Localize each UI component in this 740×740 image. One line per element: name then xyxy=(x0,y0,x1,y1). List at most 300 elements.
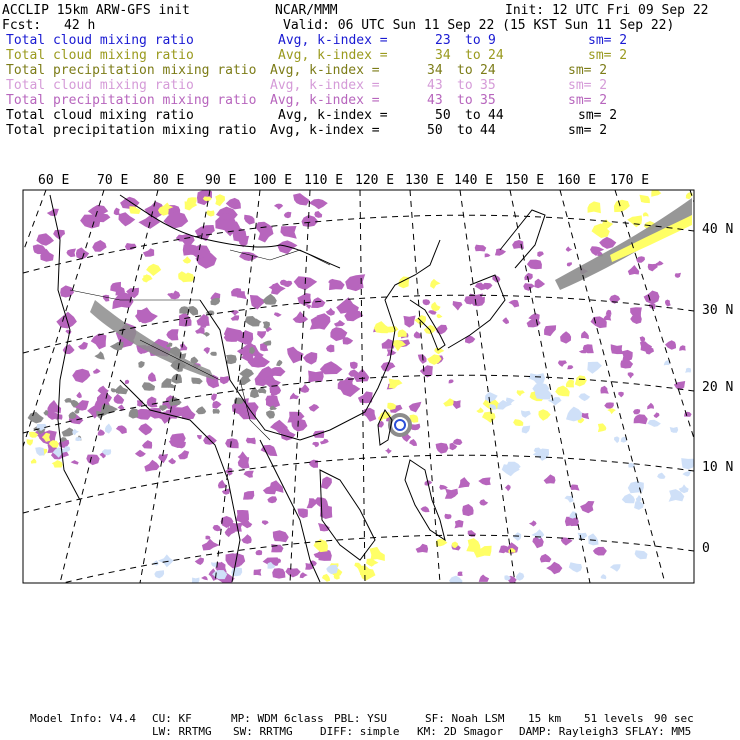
cloud-patch-purple xyxy=(409,439,417,446)
cloud-patch-purple xyxy=(66,249,76,258)
cloud-patch-purple xyxy=(36,233,54,246)
legend-smoothing: sm= 2 xyxy=(588,33,628,48)
cloud-patch-purple xyxy=(169,291,180,300)
legend-k-to: 44 xyxy=(480,123,496,138)
cloud-patch-purple xyxy=(274,312,282,317)
cloud-patch-purple xyxy=(273,530,289,542)
legend-avg-label: Avg, k-index = xyxy=(270,123,380,138)
forecast-label: Fcst: xyxy=(2,18,42,33)
cloud-patch-yellow xyxy=(322,574,330,582)
cloud-patch-purple xyxy=(509,300,520,308)
cloud-patch-purple xyxy=(244,215,255,225)
cloud-patch-purple xyxy=(285,568,300,578)
legend-to-word: to xyxy=(465,33,481,48)
cloud-patch-gray xyxy=(191,378,202,385)
lat-label-30n: 30 N xyxy=(702,303,734,318)
cloud-patch-yellow xyxy=(427,354,442,365)
cloud-patch-purple xyxy=(329,280,345,290)
cloud-patch-purple xyxy=(147,397,158,408)
footer-sw: SW: RRTMG xyxy=(233,725,293,738)
cloud-patch-purple xyxy=(618,392,624,398)
cloud-patch-lightblue xyxy=(685,368,691,373)
cloud-patch-purple xyxy=(238,457,250,469)
cloud-patch-lightblue xyxy=(601,574,607,579)
longitude-line xyxy=(460,190,515,583)
footer-levels: 51 levels xyxy=(584,712,644,725)
cloud-patch-purple xyxy=(640,341,652,351)
cloud-patch-yellow xyxy=(27,439,34,446)
cloud-patch-purple xyxy=(644,291,660,305)
legend-smoothing: sm= 2 xyxy=(568,93,608,108)
product-title: ACCLIP 15km ARW-GFS init xyxy=(2,3,190,18)
cloud-patch-purple xyxy=(257,331,266,339)
cloud-patch-purple xyxy=(71,460,79,465)
legend-avg-label: Avg, k-index = xyxy=(270,63,380,78)
legend-smoothing: sm= 2 xyxy=(568,78,608,93)
cloud-patch-purple xyxy=(455,520,464,529)
lon-label-80e: 80 E xyxy=(153,173,185,188)
cloud-patch-purple xyxy=(345,274,365,291)
cloud-patch-purple xyxy=(314,211,322,218)
cloud-patch-lightblue xyxy=(657,473,665,479)
cloud-patch-purple xyxy=(529,520,537,526)
cloud-patch-lightblue xyxy=(105,424,112,434)
cloud-patch-purple xyxy=(385,448,392,454)
cloud-patch-purple xyxy=(684,412,692,417)
cloud-patch-purple xyxy=(436,443,449,454)
cloud-patch-yellow xyxy=(607,408,616,414)
cloud-patch-purple xyxy=(444,514,451,520)
cloud-patch-gray xyxy=(129,408,139,419)
cloud-patch-purple xyxy=(179,313,192,327)
cloud-patch-gray xyxy=(142,382,155,391)
cloud-patch-yellow xyxy=(588,201,601,213)
cloud-patch-yellow xyxy=(513,419,523,426)
cloud-patch-purple xyxy=(218,480,227,489)
cloud-patch-purple xyxy=(558,360,567,367)
cloud-patch-lightblue xyxy=(154,570,164,578)
cloud-patch-purple xyxy=(478,477,490,485)
cloud-patch-purple xyxy=(203,347,210,354)
cloud-patch-gray xyxy=(94,351,104,359)
cloud-patch-purple xyxy=(458,572,463,577)
cloud-patch-purple xyxy=(98,429,105,436)
cloud-patch-purple xyxy=(195,327,205,334)
longitude-line xyxy=(0,190,104,583)
cloud-patch-purple xyxy=(195,557,204,565)
cloud-patch-purple xyxy=(453,439,463,445)
cloud-patch-lightblue xyxy=(635,550,648,559)
lon-label-110e: 110 E xyxy=(304,173,344,188)
legend-k-from: 23 xyxy=(435,33,451,48)
cloud-patch-yellow xyxy=(431,302,441,312)
footer-km: KM: 2D Smagor xyxy=(417,725,504,738)
cloud-patch-purple xyxy=(138,423,152,435)
footer-cu: CU: KF xyxy=(152,712,192,725)
cloud-patch-gray xyxy=(262,294,276,305)
cloud-patch-purple xyxy=(665,300,671,307)
cloud-patch-yellow xyxy=(443,398,453,406)
cloud-patch-purple xyxy=(363,408,377,422)
coastline xyxy=(500,210,545,268)
cloud-patch-lightblue xyxy=(569,562,582,572)
cloud-patch-lightblue xyxy=(35,447,44,456)
cloud-patch-lightblue xyxy=(521,410,531,417)
cloud-patch-purple xyxy=(272,568,285,579)
cloud-patch-purple xyxy=(326,308,335,316)
footer-pbl: PBL: YSU xyxy=(334,712,387,725)
cloud-patch-purple xyxy=(306,305,311,310)
cloud-patch-purple xyxy=(628,265,639,275)
cloud-patch-purple xyxy=(654,412,660,418)
cloud-patch-yellow xyxy=(398,329,407,337)
footer-lw: LW: RRTMG xyxy=(152,725,212,738)
cloud-patch-purple xyxy=(166,329,178,340)
cloud-patch-lightblue xyxy=(628,481,644,493)
cloud-patch-purple xyxy=(267,496,277,503)
legend-field-name: Total cloud mixing ratio xyxy=(6,33,194,48)
cloud-patch-yellow xyxy=(146,264,161,276)
cloud-patch-lightblue xyxy=(622,494,635,504)
cloud-patch-purple xyxy=(527,260,542,270)
cloud-patch-purple xyxy=(423,299,431,305)
cloud-patch-gray xyxy=(69,412,77,420)
cloud-patch-lightblue xyxy=(158,554,174,567)
cloud-patch-purple xyxy=(298,509,308,519)
cloud-patch-purple xyxy=(143,248,154,256)
cloud-patch-purple xyxy=(537,251,544,257)
cloud-patch-purple xyxy=(125,243,137,250)
cloud-patch-purple xyxy=(647,403,654,410)
cloud-patch-purple xyxy=(593,547,607,556)
cloud-patch-purple xyxy=(679,345,686,351)
cloud-patch-purple xyxy=(409,402,422,413)
cloud-patch-purple xyxy=(462,504,473,516)
cloud-patch-purple xyxy=(142,440,152,449)
cloud-patch-purple xyxy=(212,401,221,409)
cloud-patch-purple xyxy=(92,240,106,252)
cloud-patch-purple xyxy=(581,331,589,339)
lon-label-150e: 150 E xyxy=(505,173,545,188)
cloud-patch-yellow xyxy=(482,412,496,423)
cloud-patch-gray xyxy=(138,361,145,368)
lat-label-10n: 10 N xyxy=(702,460,734,475)
cloud-patch-lightblue xyxy=(326,565,338,574)
longitude-line xyxy=(510,190,590,583)
cloud-patch-purple xyxy=(148,372,156,382)
cloud-patch-purple xyxy=(135,450,146,457)
cloud-patch-yellow xyxy=(476,407,484,413)
lon-label-60e: 60 E xyxy=(38,173,70,188)
cloud-patch-purple xyxy=(307,498,317,508)
cloud-patch-purple xyxy=(114,394,125,404)
legend-to-word: to xyxy=(465,48,481,63)
legend-avg-label: Avg, k-index = xyxy=(270,78,380,93)
lat-label-40n: 40 N xyxy=(702,222,734,237)
cloud-patch-purple xyxy=(540,554,552,563)
legend-field-name: Total cloud mixing ratio xyxy=(6,108,194,123)
legend-smoothing: sm= 2 xyxy=(578,108,618,123)
lon-label-130e: 130 E xyxy=(405,173,445,188)
cloud-patch-purple xyxy=(622,350,633,361)
cloud-patch-gray xyxy=(161,378,172,388)
cloud-patch-yellow xyxy=(627,215,642,227)
cloud-patch-purple xyxy=(206,536,211,540)
cloud-patch-yellow xyxy=(178,271,186,280)
longitude-line xyxy=(360,190,365,583)
cloud-patch-purple xyxy=(599,237,616,249)
lat-label-20n: 20 N xyxy=(702,380,734,395)
cloud-patch-purple xyxy=(633,409,640,414)
cloud-patch-yellow xyxy=(31,459,37,464)
cloud-patch-lightblue xyxy=(588,533,598,545)
cloud-patch-purple xyxy=(544,474,556,483)
cloud-patch-purple xyxy=(293,193,310,205)
cloud-patch-lightblue xyxy=(531,529,544,539)
legend-to-word: to xyxy=(457,123,473,138)
legend-k-from: 50 xyxy=(427,123,443,138)
cloud-patch-purple xyxy=(255,550,262,555)
legend-to-word: to xyxy=(457,78,473,93)
footer-diff: DIFF: simple xyxy=(320,725,400,738)
cloud-patch-purple xyxy=(103,295,110,302)
cloud-patch-purple xyxy=(636,256,645,263)
cloud-patch-purple xyxy=(445,489,458,499)
cloud-patch-yellow xyxy=(374,321,390,333)
cloud-patch-purple xyxy=(475,245,487,252)
cloud-patch-lightblue xyxy=(636,495,642,502)
cloud-patch-purple xyxy=(600,386,608,394)
cloud-patch-purple xyxy=(213,525,221,531)
cloud-patch-purple xyxy=(119,212,136,226)
cloud-patch-yellow xyxy=(614,200,630,212)
cloud-patch-purple xyxy=(291,418,307,431)
legend-k-from: 43 xyxy=(427,78,443,93)
lon-label-90e: 90 E xyxy=(205,173,237,188)
legend-to-word: to xyxy=(457,93,473,108)
cloud-patch-purple xyxy=(243,491,254,500)
legend-avg-label: Avg, k-index = xyxy=(278,33,388,48)
footer-timestep: 90 sec xyxy=(654,712,694,725)
cloud-band-gray xyxy=(555,198,692,290)
footer-damp: DAMP: Rayleigh3 xyxy=(519,725,619,738)
cloud-patch-lightblue xyxy=(670,427,679,433)
footer-resolution: 15 km xyxy=(528,712,562,725)
cloud-patch-purple xyxy=(226,553,241,568)
cloud-patch-yellow xyxy=(370,547,385,561)
cloud-patch-purple xyxy=(293,311,309,323)
cloud-patch-gray xyxy=(210,352,217,356)
cloud-patch-gray xyxy=(179,306,189,314)
cloud-patch-lightblue xyxy=(72,429,79,435)
cloud-patch-purple xyxy=(453,301,463,311)
footer-sflay: SFLAY: MM5 xyxy=(625,725,692,738)
typhoon-eye xyxy=(398,423,402,427)
cloud-patch-purple xyxy=(479,499,488,505)
cloud-patch-purple xyxy=(611,344,623,354)
legend-avg-label: Avg, k-index = xyxy=(278,108,388,123)
cloud-patch-purple xyxy=(468,530,476,537)
cloud-patch-yellow xyxy=(538,409,550,420)
cloud-patch-lightblue xyxy=(682,471,691,476)
cloud-patch-gray xyxy=(213,409,220,414)
cloud-patch-purple xyxy=(150,408,162,419)
forecast-hours: 42 h xyxy=(64,18,96,33)
cloud-patch-purple xyxy=(116,425,127,434)
cloud-patch-purple xyxy=(178,450,189,459)
legend-avg-label: Avg, k-index = xyxy=(270,93,380,108)
cloud-patch-yellow xyxy=(215,194,225,206)
cloud-patch-gray xyxy=(276,360,282,367)
cloud-patch-purple xyxy=(284,212,292,219)
cloud-patch-gray xyxy=(110,342,124,351)
cloud-patch-purple xyxy=(202,539,220,551)
cloud-patch-purple xyxy=(321,477,332,490)
cloud-patch-purple xyxy=(300,572,308,578)
lon-label-120e: 120 E xyxy=(355,173,395,188)
cloud-patch-purple xyxy=(560,331,571,343)
cloud-patch-purple xyxy=(606,310,612,316)
cloud-patch-gray xyxy=(266,410,275,418)
cloud-patch-purple xyxy=(262,520,269,525)
lon-label-170e: 170 E xyxy=(610,173,650,188)
cloud-patch-yellow xyxy=(53,461,62,468)
cloud-patch-purple xyxy=(125,380,129,384)
legend-k-from: 50 xyxy=(435,108,451,123)
legend-k-to: 35 xyxy=(480,93,496,108)
cloud-patch-purple xyxy=(309,199,328,209)
cloud-patch-purple xyxy=(665,340,676,350)
cloud-patch-lightblue xyxy=(681,458,694,469)
cloud-patch-purple xyxy=(254,569,262,576)
cloud-patch-purple xyxy=(570,485,580,491)
lon-label-160e: 160 E xyxy=(557,173,597,188)
cloud-patch-purple xyxy=(269,284,277,291)
cloud-patch-lightblue xyxy=(566,407,582,422)
cloud-patch-purple xyxy=(274,204,283,210)
cloud-patch-gray xyxy=(28,412,44,424)
cloud-patch-lightblue xyxy=(610,564,621,571)
cloud-patch-purple xyxy=(72,369,90,383)
cloud-patch-purple xyxy=(628,372,634,378)
cloud-patch-purple xyxy=(309,404,320,412)
cloud-patch-purple xyxy=(656,261,664,266)
cloud-patch-purple xyxy=(634,414,648,424)
cloud-patch-lightblue xyxy=(529,373,546,384)
cloud-patch-purple xyxy=(197,435,202,440)
cloud-patch-purple xyxy=(416,544,429,553)
cloud-patch-purple xyxy=(244,471,254,478)
cloud-patch-yellow xyxy=(206,210,214,216)
legend-avg-label: Avg, k-index = xyxy=(278,48,388,63)
cloud-patch-yellow xyxy=(437,314,443,318)
cloud-patch-purple xyxy=(604,402,614,408)
cloud-patch-purple xyxy=(114,208,120,216)
cloud-patch-purple xyxy=(91,333,107,349)
cloud-patch-purple xyxy=(170,433,186,444)
cloud-patch-purple xyxy=(534,279,545,289)
cloud-patch-purple xyxy=(311,297,325,308)
cloud-patch-purple xyxy=(220,376,230,384)
cloud-patch-purple xyxy=(320,439,329,445)
legend-k-to: 24 xyxy=(480,63,496,78)
valid-time: Valid: 06 UTC Sun 11 Sep 22 (15 KST Sun 11 Sep 22) xyxy=(283,18,675,33)
cloud-patch-yellow xyxy=(643,212,649,216)
legend-to-word: to xyxy=(465,108,481,123)
cloud-patch-lightblue xyxy=(614,436,619,443)
cloud-patch-purple xyxy=(479,575,489,582)
cloud-patch-lightblue xyxy=(231,567,242,576)
lon-label-140e: 140 E xyxy=(454,173,494,188)
legend-field-name: Total precipitation mixing ratio xyxy=(6,123,257,138)
cloud-patch-purple xyxy=(580,501,594,513)
lat-label-0: 0 xyxy=(702,541,710,556)
legend-k-from: 34 xyxy=(427,63,443,78)
cloud-patch-purple xyxy=(86,455,99,466)
legend-smoothing: sm= 2 xyxy=(568,123,608,138)
cloud-patch-yellow xyxy=(354,563,362,570)
cloud-patch-lightblue xyxy=(449,576,463,588)
cloud-patch-purple xyxy=(675,273,681,278)
cloud-patch-yellow xyxy=(387,403,396,410)
organization-label: NCAR/MMM xyxy=(275,3,338,18)
cloud-patch-yellow xyxy=(598,423,607,432)
cloud-patch-lightblue xyxy=(522,426,530,434)
cloud-patch-purple xyxy=(403,316,415,328)
legend-k-from: 43 xyxy=(427,93,443,108)
legend-smoothing: sm= 2 xyxy=(588,48,628,63)
legend-k-to: 24 xyxy=(488,48,504,63)
init-time: Init: 12 UTC Fri 09 Sep 22 xyxy=(505,3,709,18)
cloud-patch-lightblue xyxy=(211,562,217,567)
cloud-patch-lightblue xyxy=(647,420,661,427)
legend-k-from: 34 xyxy=(435,48,451,63)
legend-k-to: 35 xyxy=(480,78,496,93)
cloud-patch-gray xyxy=(226,355,237,365)
cloud-patch-purple xyxy=(225,438,239,448)
cloud-patch-purple xyxy=(449,379,454,383)
cloud-patch-yellow xyxy=(640,195,650,203)
cloud-patch-lightblue xyxy=(153,560,159,565)
legend-field-name: Total cloud mixing ratio xyxy=(6,48,194,63)
legend-smoothing: sm= 2 xyxy=(568,63,608,78)
cloud-patch-purple xyxy=(544,325,556,336)
cloud-patch-purple xyxy=(334,320,345,327)
cloud-patch-yellow xyxy=(430,279,440,289)
footer-model-info: Model Info: V4.4 xyxy=(30,712,136,725)
cloud-patch-purple xyxy=(567,262,572,266)
legend-to-word: to xyxy=(457,63,473,78)
cloud-patch-yellow xyxy=(575,375,587,386)
cloud-patch-purple xyxy=(523,283,535,291)
cloud-patch-lightblue xyxy=(579,393,591,401)
cloud-patch-purple xyxy=(620,360,633,369)
cloud-patch-purple xyxy=(458,477,470,488)
legend-k-to: 9 xyxy=(488,33,496,48)
cloud-patch-purple xyxy=(180,343,188,350)
cloud-patch-purple xyxy=(604,314,611,320)
legend-field-name: Total precipitation mixing ratio xyxy=(6,63,257,78)
cloud-patch-purple xyxy=(231,315,240,321)
cloud-patch-lightblue xyxy=(513,532,521,541)
cloud-patch-purple xyxy=(326,345,334,353)
cloud-patch-purple xyxy=(318,523,330,531)
cloud-patch-purple xyxy=(241,534,252,544)
cloud-patch-lightblue xyxy=(532,383,549,393)
cloud-patch-lightblue xyxy=(587,362,602,374)
cloud-patch-purple xyxy=(211,394,217,402)
footer-sf: SF: Noah LSM xyxy=(425,712,505,725)
